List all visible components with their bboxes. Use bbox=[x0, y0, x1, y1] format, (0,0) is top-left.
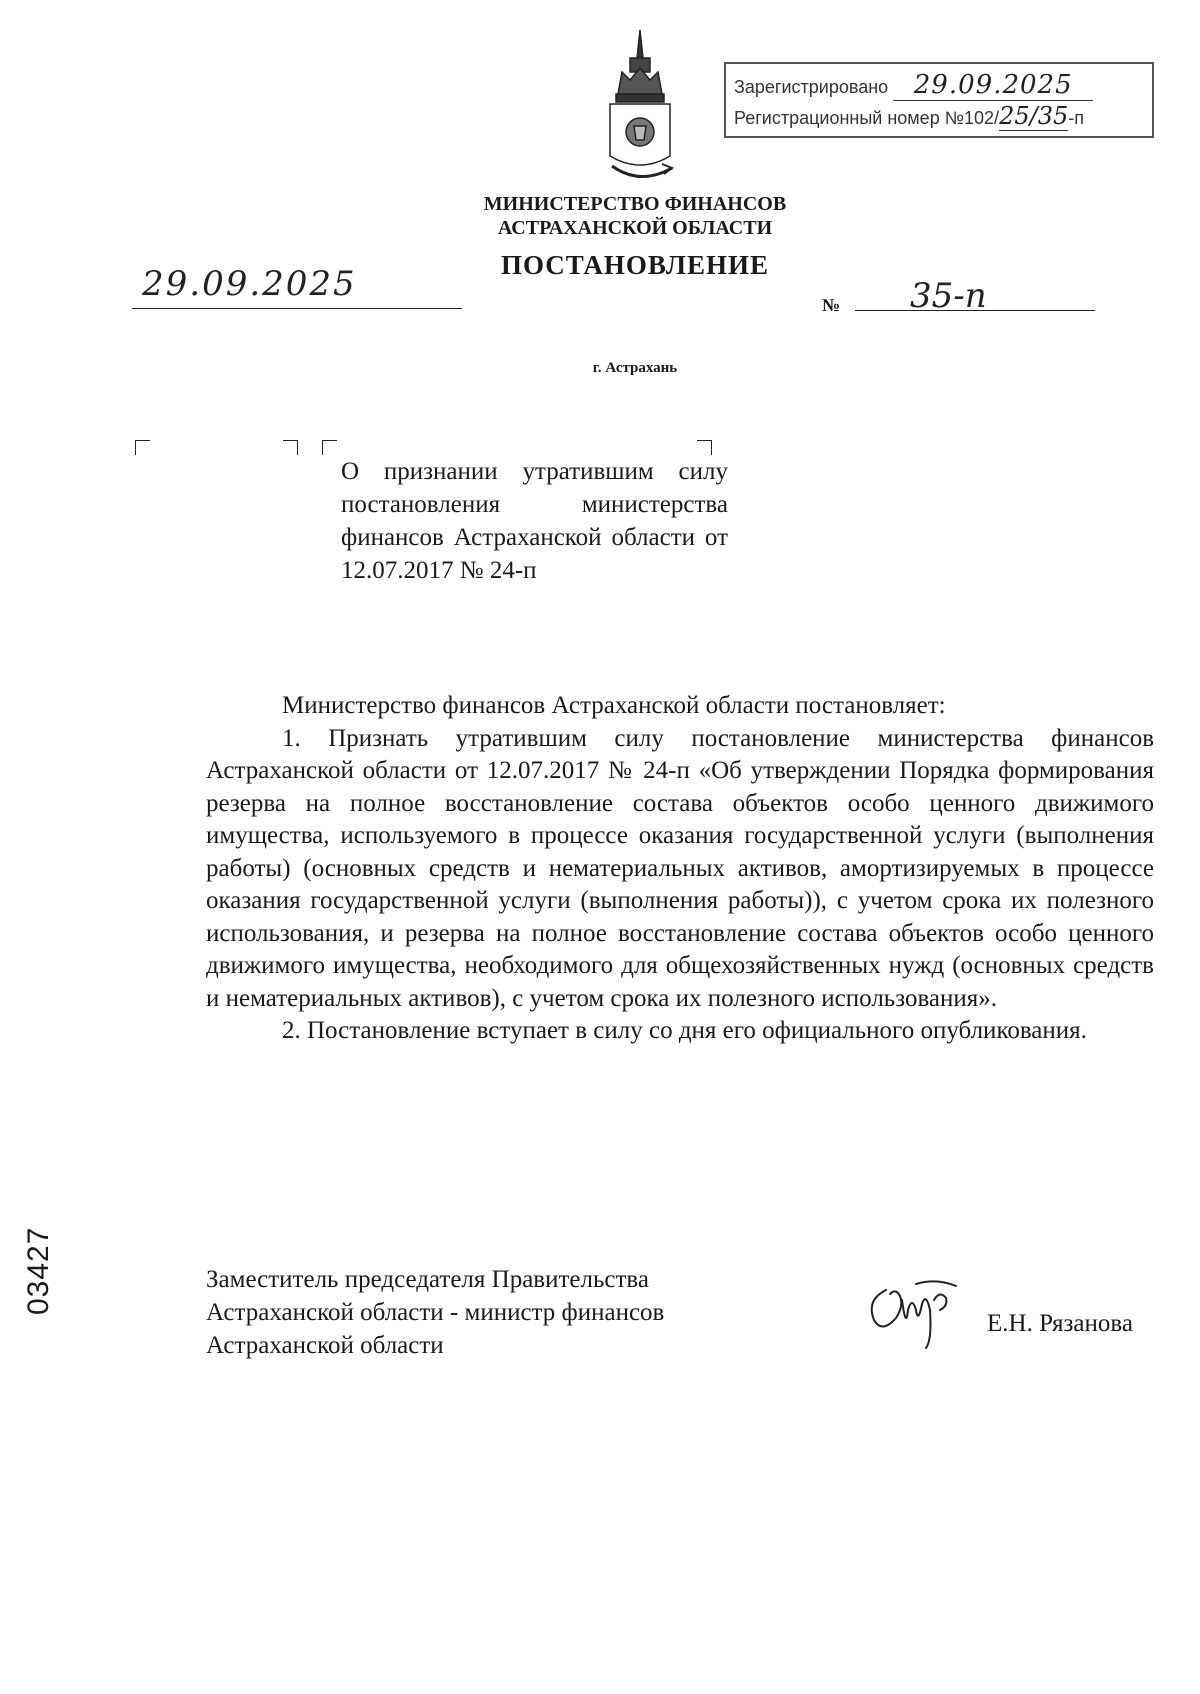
body-preamble: Министерство финансов Астраханской области постановляет: bbox=[282, 692, 946, 719]
number-label: № bbox=[822, 295, 841, 315]
document-number: 35-п bbox=[910, 276, 987, 316]
stamp-reg-number-label: Регистрационный номер №102/ bbox=[734, 108, 1000, 128]
body-item-1: 1. Признать утратившим силу постановление министерства финансов Астраханской области от 12.07.2017 № 24-п «Об утверждении Порядка формирования резерва на полное восстановление состава объектов особо ценного движимого имущества, используемого в процессе оказания государственной услуги (выполнения работы) (основных средств и нематериальных активов, амортизируемых в процессе оказания государственной услуги (выполнения работы)), с учетом срока их полезного использования, и резерва на полное восстановление состава объектов особо ценного движимого имущества, необходимого для общехозяйственных нужд (основных средств и нематериальных активов), с учетом срока их полезного использования». bbox=[206, 724, 1154, 1012]
handwritten-signature bbox=[856, 1270, 976, 1350]
stamp-reg-number-suffix: -п bbox=[1068, 108, 1084, 128]
document-body bbox=[206, 690, 1154, 1048]
signatory-position: Заместитель председателя Правительства Астраханской области - министр финансов Астраханской области bbox=[206, 1266, 665, 1359]
stamp-registered-date: 29.09.2025 bbox=[893, 70, 1093, 101]
stamp-registered-label: Зарегистрировано bbox=[734, 77, 889, 97]
ministry-line-2: АСТРАХАНСКОЙ ОБЛАСТИ bbox=[497, 217, 773, 239]
bracket-top-left-title bbox=[322, 440, 337, 455]
document-type-heading: ПОСТАНОВЛЕНИЕ bbox=[500, 250, 770, 280]
bracket-top-left bbox=[135, 440, 150, 455]
bracket-top-right-title bbox=[697, 440, 712, 455]
signatory-name: Е.Н. Рязанова bbox=[987, 1310, 1133, 1337]
stamp-reg-number-line bbox=[734, 102, 1084, 131]
document-date: 29.09.2025 bbox=[142, 264, 357, 304]
city-line: г. Астрахань bbox=[592, 360, 678, 376]
coat-of-arms-emblem bbox=[600, 28, 680, 188]
bracket-top-right-left-block bbox=[283, 440, 298, 455]
body-item-2: 2. Постановление вступает в силу со дня его официального опубликования. bbox=[282, 1017, 1087, 1044]
ministry-line-1: МИНИСТЕРСТВО ФИНАНСОВ bbox=[483, 193, 787, 215]
stamp-registered-line bbox=[734, 70, 1093, 101]
registration-stamp bbox=[724, 62, 1154, 138]
stamp-reg-number-value: 25/35 bbox=[999, 102, 1069, 130]
ministry-name bbox=[0, 192, 1200, 240]
side-document-number: 03427 bbox=[22, 1226, 55, 1315]
document-title: О признании утратившим силу постановления министерства финансов Астраханской области от 12.07.2017 № 24-п bbox=[341, 458, 728, 584]
